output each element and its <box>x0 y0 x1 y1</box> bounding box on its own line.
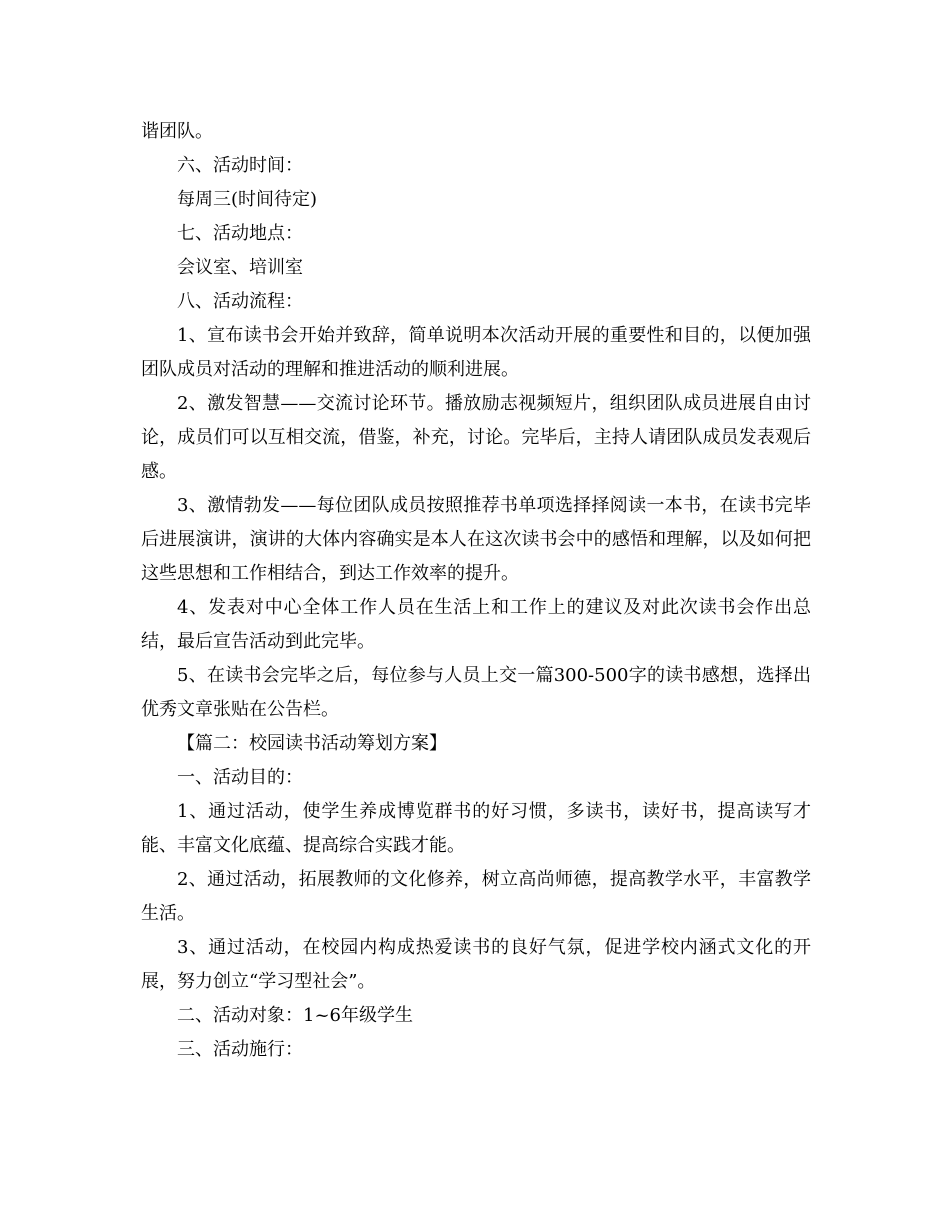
paragraph-purpose-3: 3、通过活动，在校园内构成热爱读书的良好气氛，促进学校内涵式文化的开展，努力创立“学习型社会”。 <box>141 937 811 992</box>
paragraph-activity-time: 每周三(时间待定) <box>177 189 318 210</box>
paragraph-continuation: 谐团队。 <box>141 121 213 142</box>
paragraph-process-step-3: 3、激情勃发——每位团队成员按照推荐书单项选择择阅读一本书，在读书完毕后进展演讲，演讲的大体内容确实是本人在这次读书会中的感悟和理解，以及如何把这些思想和工作相结合，到达工作效率的提升。 <box>141 495 811 584</box>
section-title-part-two: 【篇二：校园读书活动筹划方案】 <box>177 733 447 754</box>
paragraph-activity-location: 会议室、培训室 <box>177 257 303 278</box>
paragraph-process-step-5: 5、在读书会完毕之后，每位参与人员上交一篇300-500字的读书感想，选择出优秀文章张贴在公告栏。 <box>141 665 811 720</box>
heading-activity-target: 二、活动对象：1~6年级学生 <box>177 1005 413 1026</box>
paragraph-process-step-1: 1、宣布读书会开始并致辞，简单说明本次活动开展的重要性和目的，以便加强团队成员对活动的理解和推进活动的顺利进展。 <box>141 325 811 380</box>
heading-activity-purpose: 一、活动目的： <box>177 767 303 788</box>
heading-activity-implementation: 三、活动施行： <box>177 1039 303 1060</box>
paragraph-process-step-4: 4、发表对中心全体工作人员在生活上和工作上的建议及对此次读书会作出总结，最后宣告活动到此完毕。 <box>141 597 811 652</box>
paragraph-process-step-2: 2、激发智慧——交流讨论环节。播放励志视频短片，组织团队成员进展自由讨论，成员们可以互相交流，借鉴，补充，讨论。完毕后，主持人请团队成员发表观后感。 <box>141 393 811 482</box>
document-body <box>141 115 811 1067</box>
paragraph-purpose-2: 2、通过活动，拓展教师的文化修养，树立高尚师德，提高教学水平，丰富教学生活。 <box>141 869 811 924</box>
heading-activity-process: 八、活动流程： <box>177 291 303 312</box>
heading-activity-location: 七、活动地点： <box>177 223 303 244</box>
paragraph-purpose-1: 1、通过活动，使学生养成博览群书的好习惯，多读书，读好书，提高读写才能、丰富文化底蕴、提高综合实践才能。 <box>141 801 811 856</box>
heading-activity-time: 六、活动时间： <box>177 155 303 176</box>
